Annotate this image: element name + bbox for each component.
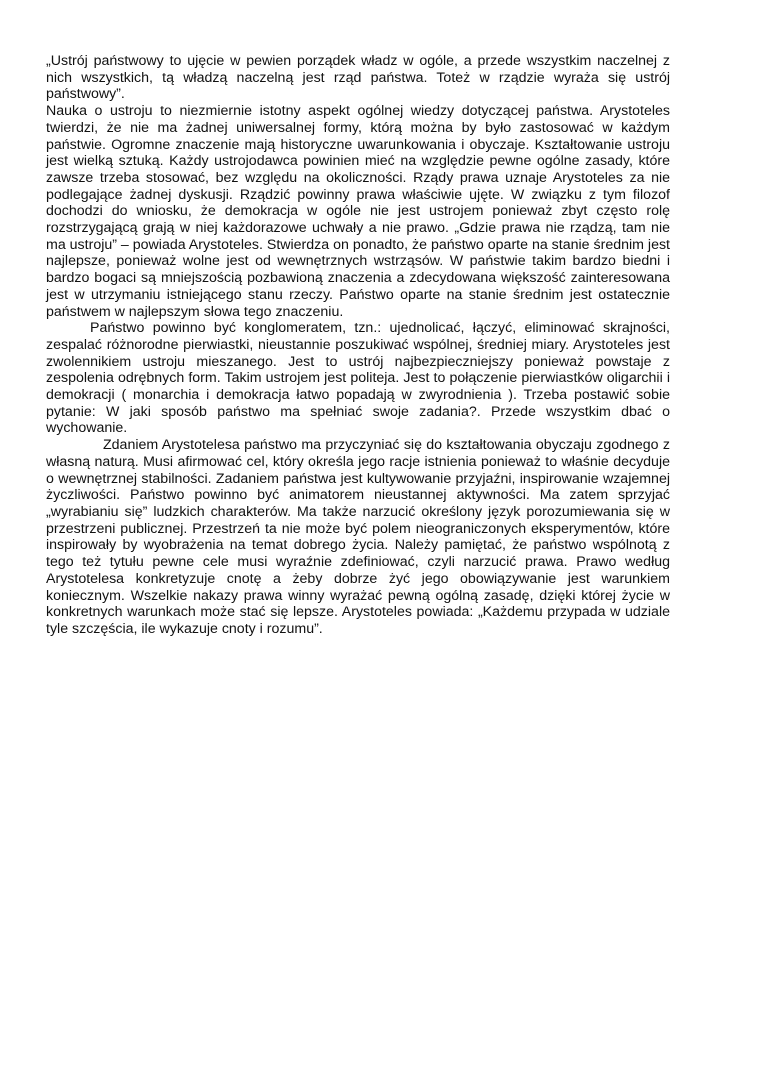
paragraph-constitution-theory: Nauka o ustroju to niezmiernie istotny aspekt ogólnej wiedzy dotyczącej państwa. Arystoteles twierdzi, że nie ma żadnej uniwersalnej formy, którą można by było zastosować w każdym państwie. Ogromne znaczenie mają historyczne uwarunkowania i obyczaje. Kształtowanie ustroju jest wielką sztuką. Każdy ustrojodawca powinien mieć na względzie pewne ogólne zasady, które zawsze trzeba stosować, bez względu na okoliczności. Rządy prawa uznaje Arystoteles za nie podlegające żadnej dyskusji. Rządzić powinny prawa właściwie ujęte. W związku z tym filozof dochodzi do wniosku, że demokracja w ogóle nie jest ustrojem ponieważ zbyt często rolę rozstrzygającą grają w niej każdorazowe uchwały a nie prawo. „Gdzie prawa nie rządzą, tam nie ma ustroju” – powiada Arystoteles. Stwierdza on ponadto, że państwo oparte na stanie średnim jest najlepsze, ponieważ wolne jest od wewnętrznych wstrząsów. W państwie takim bardzo biedni i bardzo bogaci są mniejszością pozbawioną znaczenia a zdecydowana większość zainteresowana jest w utrzymaniu istniejącego stanu rzeczy. Państwo oparte na stanie średnim jest ostatecznie państwem w najlepszym słowa tego znaczeniu.	[46, 103, 670, 320]
paragraph-conglomerate: Państwo powinno być konglomeratem, tzn.: ujednolicać, łączyć, eliminować skrajności, zespalać różnorodne pierwiastki, nieustannie poszukiwać wspólnej, średniej miary. Arystoteles jest zwolennikiem ustroju mieszanego. Jest to ustrój najbezpieczniejszy ponieważ powstaje z zespolenia odrębnych form. Takim ustrojem jest politeja. Jest to połączenie pierwiastków oligarchii i demokracji ( monarchia i demokracja łatwo popadają w zwyrodnienia ). Trzeba postawić sobie pytanie: W jaki sposób państwo ma spełniać swoje zadania?. Przede wszystkim dbać o wychowanie.	[46, 320, 670, 437]
paragraph-state-purpose: Zdaniem Arystotelesa państwo ma przyczyniać się do kształtowania obyczaju zgodnego z własną naturą. Musi afirmować cel, który określa jego racje istnienia ponieważ to właśnie decyduje o wewnętrznej stabilności. Zadaniem państwa jest kultywowanie przyjaźni, inspirowanie wzajemnej życzliwości. Państwo powinno być animatorem nieustannej aktywności. Ma zatem sprzyjać „wyrabianiu się” ludzkich charakterów. Ma także narzucić określony język porozumiewania się w przestrzeni publicznej. Przestrzeń ta nie może być polem nieograniczonych eksperymentów, które inspirowały by wyobrażenia na temat dobrego życia. Należy pamiętać, że państwo wspólnotą z tego też tytułu pewne cele musi wyraźnie zdefiniować, czyli narzucić prawa. Prawo według Arystotelesa konkretyzuje cnotę a żeby dobrze żyć jego obowiązywanie jest warunkiem koniecznym. Wszelkie nakazy prawa winny wyrażać pewną ogólną zasadę, dzięki której życie w konkretnych warunkach może stać się lepsze. Arystoteles powiada: „Każdemu przypada w udziale tyle szczęścia, ile wykazuje cnoty i rozumu”.	[46, 437, 670, 637]
document-body	[46, 53, 670, 638]
paragraph-quote: „Ustrój państwowy to ujęcie w pewien porządek władz w ogóle, a przede wszystkim naczelnej z nich wszystkich, tą władzą naczelną jest rząd państwa. Toteż w rządzie wyraża się ustrój państwowy”.	[46, 53, 670, 103]
